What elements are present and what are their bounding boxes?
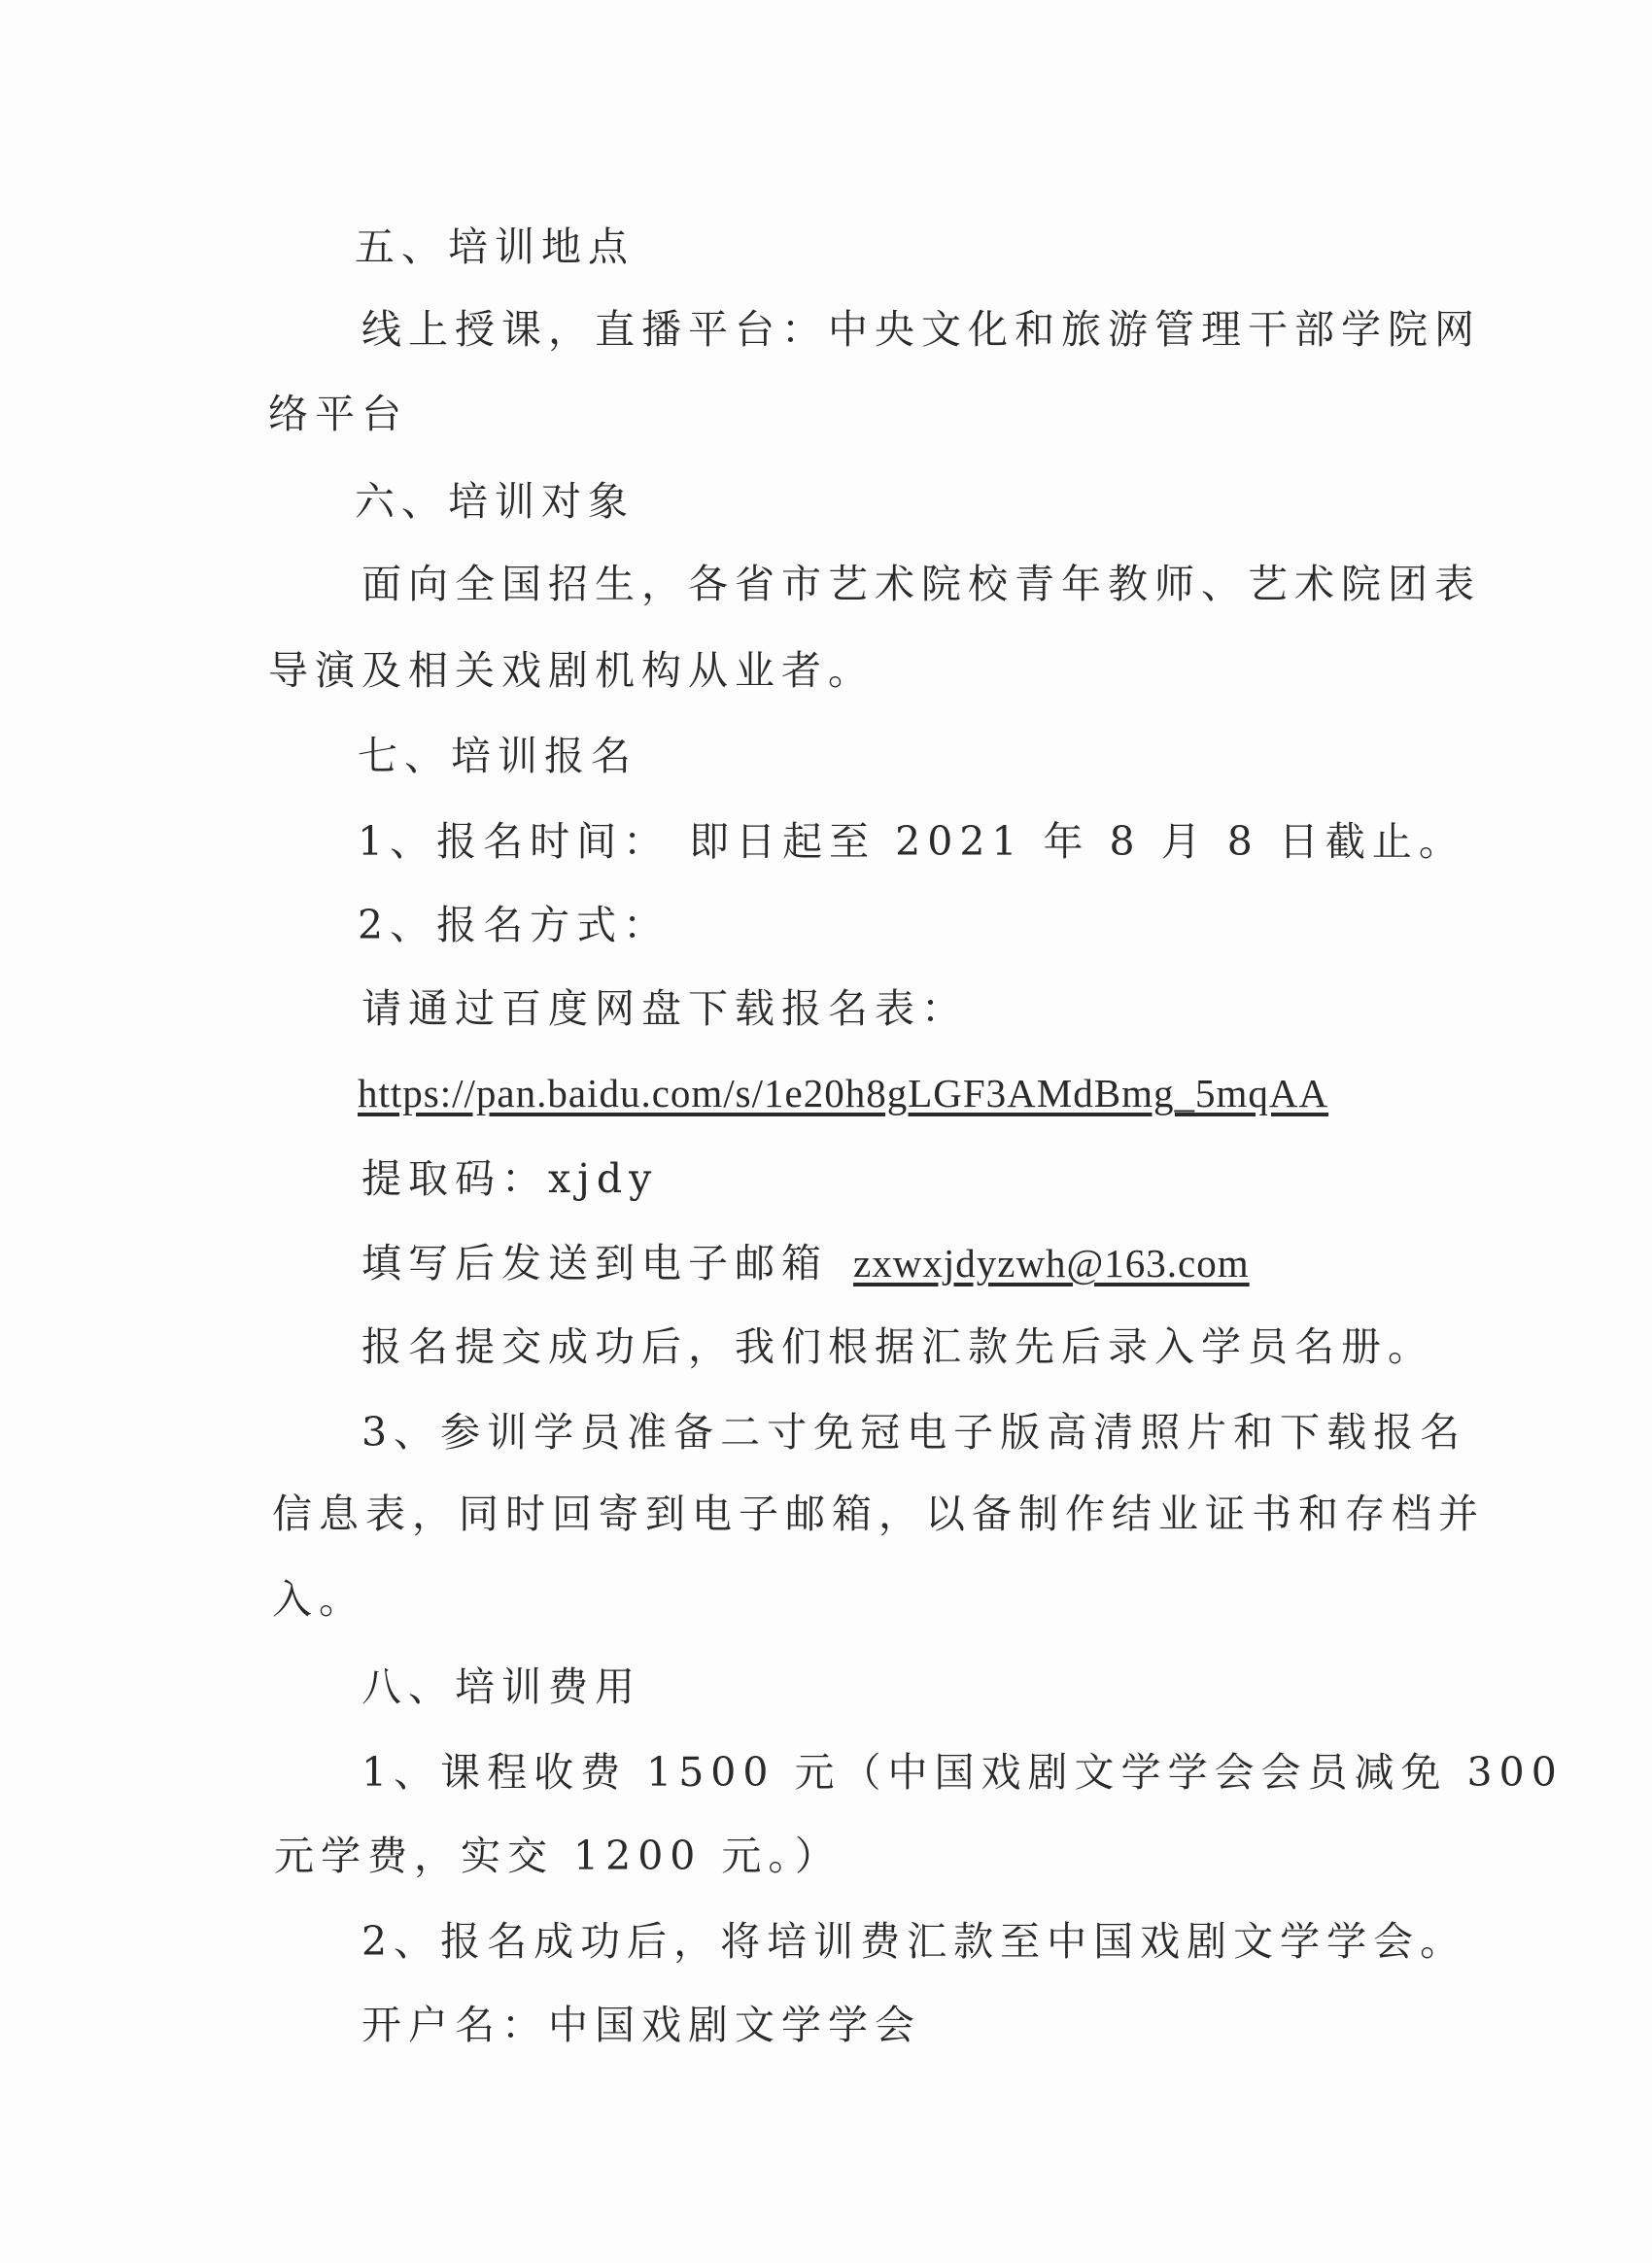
registration-method-label: 2、报名方式： <box>358 902 671 948</box>
extract-code: 提取码：xjdy <box>361 1155 659 1202</box>
section-heading-audience: 六、培训对象 <box>355 478 635 525</box>
account-name: 开户名：中国戏剧文学学会 <box>361 2002 921 2048</box>
location-text-line1: 线上授课，直播平台：中央文化和旅游管理干部学院网 <box>361 306 1481 353</box>
registration-time: 1、报名时间： 即日起至 2021 年 8 月 8 日截止。 <box>358 818 1465 865</box>
fee-line2: 元学费，实交 1200 元。） <box>274 1833 842 1879</box>
email-prefix: 填写后发送到电子邮箱 <box>361 1240 828 1286</box>
download-instructions: 请通过百度网盘下载报名表： <box>361 985 968 1032</box>
fee-line1: 1、课程收费 1500 元（中国戏剧文学学会会员减免 300 <box>361 1749 1564 1796</box>
email-link[interactable]: zxwxjdyzwh@163.com <box>853 1241 1250 1286</box>
remittance-text: 2、报名成功后，将培训费汇款至中国戏剧文学学会。 <box>361 1918 1467 1965</box>
download-link[interactable]: https://pan.baidu.com/s/1e20h8gLGF3AMdBmg_5mqAA <box>358 1071 1329 1115</box>
photo-instruction-line1: 3、参训学员准备二寸免冠电子版高清照片和下载报名 <box>361 1409 1467 1456</box>
photo-instruction-line3: 入。 <box>272 1576 365 1623</box>
email-instruction <box>361 1236 1250 1290</box>
photo-instruction-line2: 信息表，同时回寄到电子邮箱，以备制作结业证书和存档并 <box>272 1491 1485 1537</box>
section-heading-location: 五、培训地点 <box>355 223 635 270</box>
location-text-line2: 络平台 <box>268 391 408 437</box>
audience-text-line2: 导演及相关戏剧机构从业者。 <box>268 647 875 694</box>
section-heading-fees: 八、培训费用 <box>361 1663 641 1710</box>
audience-text-line1: 面向全国招生，各省市艺术院校青年教师、艺术院团表 <box>361 561 1481 607</box>
section-heading-registration: 七、培训报名 <box>358 733 637 779</box>
after-submit-text: 报名提交成功后，我们根据汇款先后录入学员名册。 <box>361 1323 1434 1370</box>
